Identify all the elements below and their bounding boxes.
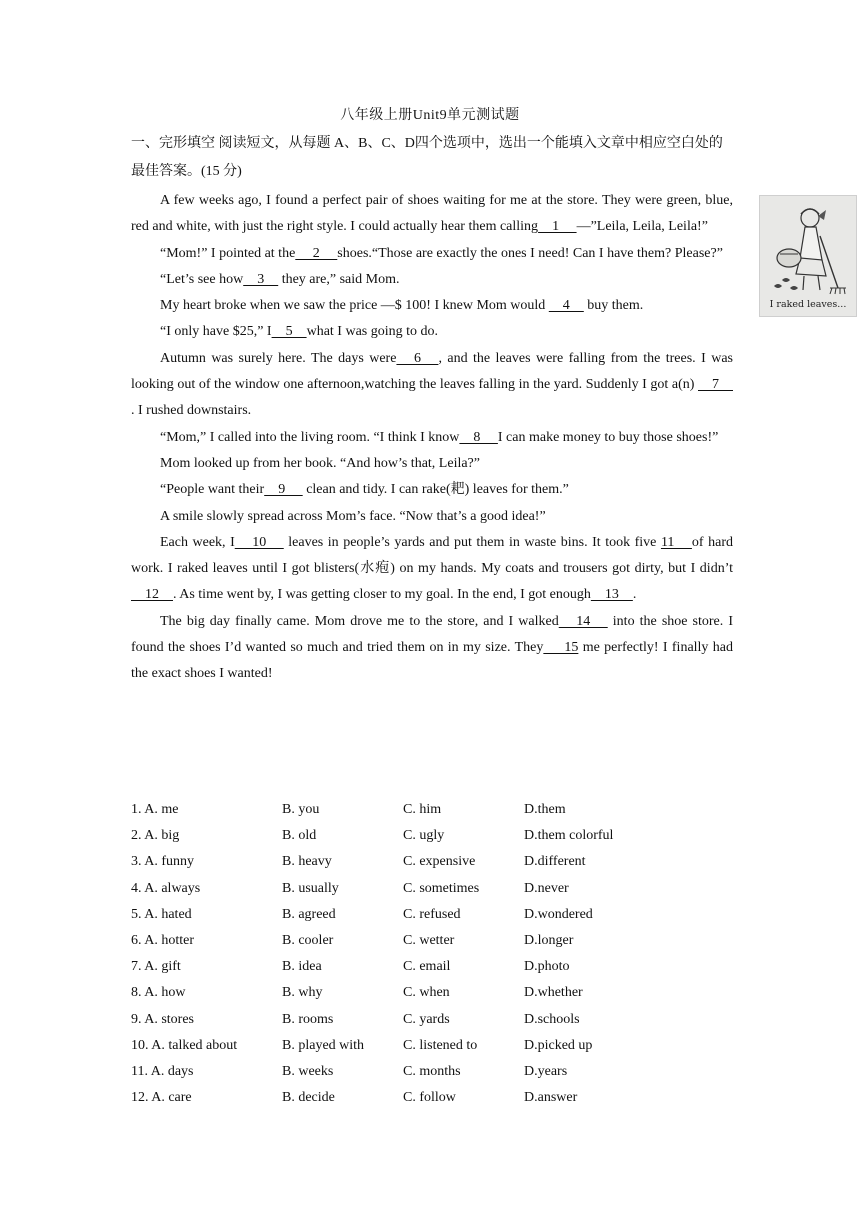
answer-blank: 2 bbox=[295, 245, 338, 261]
passage-paragraph bbox=[131, 530, 733, 609]
option-row bbox=[131, 902, 733, 928]
passage-text: . I rushed downstairs. bbox=[131, 403, 252, 419]
passage-paragraph bbox=[131, 267, 733, 293]
option-choice: D.never bbox=[524, 880, 569, 896]
option-choice: B. cooler bbox=[282, 932, 334, 948]
option-choice: D.longer bbox=[524, 932, 574, 948]
answer-blank: 3 bbox=[243, 271, 279, 287]
option-choice: 4. A. always bbox=[131, 880, 201, 896]
answer-blank: 4 bbox=[548, 298, 584, 314]
passage-text: of hard work. I raked leaves until I got blisters(水疱) on my hands. My coats and trousers got dirty, but I didn’t bbox=[131, 534, 733, 577]
passage-text: . As time went by, I was getting closer to my goal. In the end, I got enough bbox=[173, 587, 591, 603]
passage-text: into the shoe store. I found the shoes I’d wanted so much and tried them on in my size. They bbox=[131, 613, 734, 656]
answer-blank: 13 bbox=[590, 587, 633, 603]
passage-text: Mom looked up from her book. “And how’s that, Leila?” bbox=[160, 455, 480, 471]
passage-paragraph bbox=[131, 477, 733, 503]
option-row bbox=[131, 928, 733, 954]
option-row bbox=[131, 797, 733, 823]
answer-blank: 6 bbox=[396, 350, 439, 366]
answer-blank: 9 bbox=[264, 482, 303, 498]
passage-text: —”Leila, Leila, Leila!” bbox=[576, 219, 708, 235]
passage-text: . bbox=[632, 587, 637, 603]
option-choice: 5. A. hated bbox=[131, 906, 192, 922]
option-row bbox=[131, 1033, 733, 1059]
option-choice: B. idea bbox=[282, 959, 322, 975]
option-row bbox=[131, 823, 733, 849]
passage-text: “Let’s see how bbox=[160, 271, 244, 287]
answer-blank: 5 bbox=[271, 324, 307, 340]
answer-blank: 1 bbox=[538, 219, 577, 235]
passage-text: Autumn was surely here. The days were bbox=[160, 350, 397, 366]
passage-text: they are,” said Mom. bbox=[278, 271, 400, 287]
option-choice: B. rooms bbox=[282, 1011, 334, 1027]
option-row bbox=[131, 954, 733, 980]
option-choice: C. email bbox=[403, 959, 451, 975]
illustration-caption: I raked leaves... bbox=[769, 299, 847, 310]
option-choice: 11. A. days bbox=[131, 1063, 194, 1079]
option-choice: B. decide bbox=[282, 1090, 335, 1106]
option-choice: D.years bbox=[524, 1063, 568, 1079]
option-choice: D.them bbox=[524, 802, 566, 817]
answer-options-table bbox=[131, 797, 733, 1111]
option-choice: D.them colorful bbox=[524, 828, 614, 844]
option-choice: C. when bbox=[403, 985, 450, 1001]
option-choice: 3. A. funny bbox=[131, 854, 194, 870]
answer-blank: 10 bbox=[234, 534, 284, 550]
passage-paragraph bbox=[131, 609, 733, 688]
passage-text: “I only have $25,” I bbox=[160, 324, 272, 340]
option-choice: D.schools bbox=[524, 1011, 580, 1027]
passage-text: Each week, I bbox=[160, 534, 235, 550]
option-choice: C. refused bbox=[403, 906, 461, 922]
passage-text: me perfectly! I finally had the exact shoes I wanted! bbox=[131, 640, 733, 682]
option-choice: 9. A. stores bbox=[131, 1011, 194, 1027]
option-choice: B. agreed bbox=[282, 906, 336, 922]
passage-text: My heart broke when we saw the price —$ 100! I knew Mom would bbox=[160, 298, 549, 314]
option-row bbox=[131, 980, 733, 1006]
passage-text: what I was going to do. bbox=[306, 324, 439, 340]
option-choice: C. follow bbox=[403, 1090, 456, 1106]
option-choice: B. old bbox=[282, 828, 317, 844]
passage-text: buy them. bbox=[583, 298, 644, 314]
option-row bbox=[131, 1059, 733, 1085]
option-choice: C. listened to bbox=[403, 1037, 478, 1053]
option-choice: D.different bbox=[524, 854, 586, 870]
option-choice: C. expensive bbox=[403, 854, 476, 870]
passage-paragraph bbox=[131, 319, 733, 345]
passage-paragraph bbox=[131, 293, 733, 319]
section-instruction: 一、完形填空 阅读短文，从每题 A、B、C、D四个选项中，选出一个能填入文章中相应空白处的最佳答案。(15 分) bbox=[131, 136, 723, 179]
option-choice: C. yards bbox=[403, 1011, 450, 1027]
option-choice: C. wetter bbox=[403, 932, 455, 948]
passage-text: leaves in people’s yards and put them in waste bins. It took five bbox=[283, 534, 661, 550]
passage-paragraph bbox=[131, 451, 733, 477]
page-title: 八年级上册Unit9单元测试题 bbox=[340, 108, 520, 123]
answer-blank: 8 bbox=[459, 429, 498, 445]
option-choice: D.wondered bbox=[524, 906, 593, 922]
option-choice: B. weeks bbox=[282, 1063, 334, 1079]
passage-paragraph bbox=[131, 425, 733, 451]
passage-text: “Mom!” I pointed at the bbox=[160, 245, 296, 261]
option-choice: 2. A. big bbox=[131, 828, 180, 844]
option-choice: 1. A. me bbox=[131, 802, 179, 817]
illustration-girl-raking-leaves bbox=[759, 195, 857, 317]
answer-blank: 12 bbox=[131, 587, 173, 603]
option-row bbox=[131, 849, 733, 875]
option-choice: D.whether bbox=[524, 985, 583, 1001]
passage-text: A few weeks ago, I found a perfect pair of shoes waiting for me at the store. They were green, blue, red and white, with just the right style. I could actually hear them calling bbox=[131, 193, 733, 235]
answer-blank: 7 bbox=[698, 377, 733, 393]
option-choice: 6. A. hotter bbox=[131, 932, 194, 948]
option-choice: B. heavy bbox=[282, 854, 332, 870]
passage-text: “Mom,” I called into the living room. “I think I know bbox=[160, 429, 460, 445]
passage-text: I can make money to buy those shoes!” bbox=[497, 429, 719, 445]
option-choice: 7. A. gift bbox=[131, 959, 181, 975]
option-choice: B. usually bbox=[282, 880, 339, 896]
passage-text: , and the leaves were falling from the trees. I was looking out of the window one afternoon,watching the leaves falling in the yard. Suddenly I got a(n) bbox=[131, 350, 733, 393]
option-choice: C. ugly bbox=[403, 828, 445, 844]
passage-paragraph bbox=[131, 188, 733, 241]
passage-text: clean and tidy. I can rake(耙) leaves for them.” bbox=[302, 482, 569, 498]
option-row bbox=[131, 876, 733, 902]
option-choice: 10. A. talked about bbox=[131, 1037, 238, 1053]
option-choice: C. him bbox=[403, 802, 442, 817]
passage-paragraph bbox=[131, 504, 733, 530]
passage-text: “People want their bbox=[160, 482, 265, 498]
passage-paragraph bbox=[131, 241, 733, 267]
passage-paragraph bbox=[131, 346, 733, 425]
option-choice: D.answer bbox=[524, 1090, 578, 1106]
option-choice: 12. A. care bbox=[131, 1090, 192, 1106]
option-row bbox=[131, 1007, 733, 1033]
passage-text: A smile slowly spread across Mom’s face. “Now that’s a good idea!” bbox=[160, 508, 546, 524]
option-choice: D.photo bbox=[524, 959, 570, 975]
option-choice: D.picked up bbox=[524, 1037, 593, 1053]
answer-blank: 11 bbox=[660, 534, 692, 550]
passage-text: The big day finally came. Mom drove me to the store, and I walked bbox=[160, 613, 559, 629]
option-row bbox=[131, 1085, 733, 1111]
option-choice: B. played with bbox=[282, 1037, 365, 1053]
cloze-passage bbox=[131, 188, 733, 688]
option-choice: B. you bbox=[282, 802, 320, 817]
answer-blank: 14 bbox=[558, 613, 608, 629]
answer-blank: 15 bbox=[543, 640, 579, 656]
option-choice: B. why bbox=[282, 985, 323, 1001]
passage-text: shoes.“Those are exactly the ones I need! Can I have them? Please?” bbox=[337, 245, 723, 261]
option-choice: C. months bbox=[403, 1063, 461, 1079]
option-choice: 8. A. how bbox=[131, 985, 186, 1001]
option-choice: C. sometimes bbox=[403, 880, 480, 896]
